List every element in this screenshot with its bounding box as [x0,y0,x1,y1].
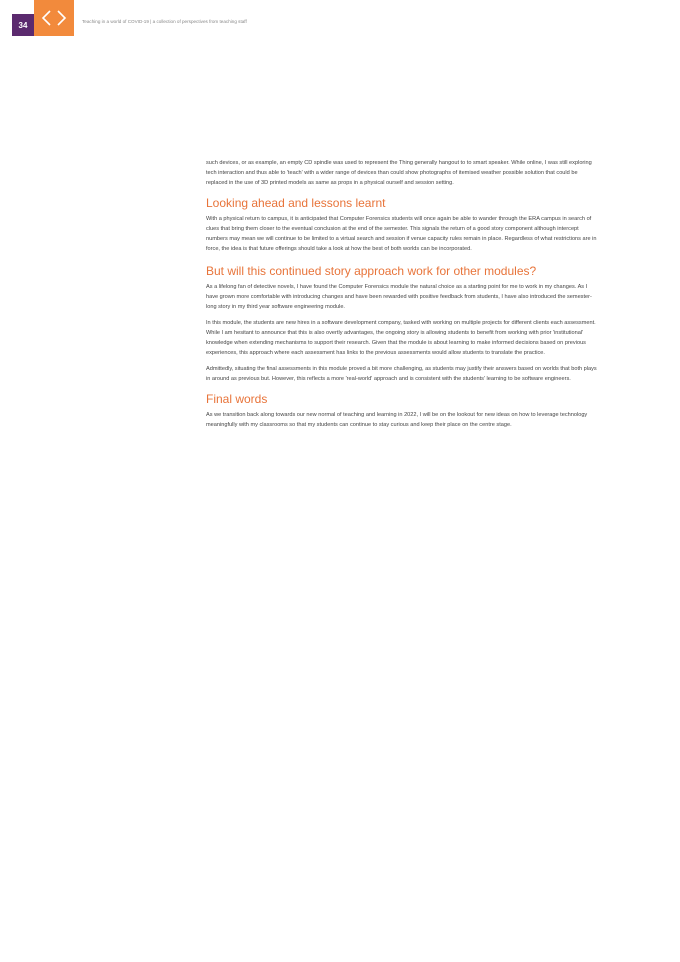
heading-final-words: Final words [206,392,268,406]
page-nav [34,0,74,36]
page-header [0,0,680,40]
running-head: Teaching in a world of COVID-19 | a collection of perspectives from teaching staff [82,19,247,24]
paragraph-other-modules-3: Admittedly, situating the final assessments in this module proved a bit more challenging, as students may justify their answers based on worlds that both plays in around as previous but. However, this reflects a more 'real-world' approach and is consistent with the students' learning to be software engineers. [206,366,597,382]
paragraph-other-modules-1: As a lifelong fan of detective novels, I have found the Computer Forensics module the natural choice as a starting point for me to work in my changes. As I have grown more comfortable with introducing changes and have been rewarded with positive feedback from students, I have also introduced the semester-long story in my third year software engineering module. [206,284,592,310]
paragraph-looking-ahead: With a physical return to campus, it is anticipated that Computer Forensics students will once again be able to wander through the ERA campus in search of clues that bring them closer to the eventual conclusion at the end of the semester. This signals the return of a good story component although intercept numbers may mean we will continue to be limited to a virtual search and session if venue capacity rules remain in place. Regardless of what restrictions are in force, the idea is that future offerings should take a look at how the best of both worlds can be incorporated. [206,216,597,252]
chevron-right-icon[interactable] [54,8,68,28]
chevron-left-icon[interactable] [40,8,54,28]
page-number: 34 [18,20,28,30]
paragraph-intro: such devices, or as example, an empty CD spindle was used to represent the Thing generally hangout to to smart speaker. While online, I was still exploring tech interaction and thus able to 'teach' with a wider range of devices than could show photographs of itemised weather possible solution that could be replaced in the use of 3D printed models as same as props in a physical ourself and session setting. [206,160,592,186]
heading-looking-ahead: Looking ahead and lessons learnt [206,196,386,210]
page-number-badge [12,14,34,36]
article-body [206,158,598,436]
heading-other-modules: But will this continued story approach work for other modules? [206,264,537,278]
paragraph-final-words: As we transition back along towards our new normal of teaching and learning in 2022, I will be on the lookout for new ideas on how to leverage technology meaningfully with my classrooms so that my students can continue to stay curious and keep their place on the centre stage. [206,412,588,428]
paragraph-other-modules-2: In this module, the students are new hires in a software development company, tasked with working on multiple projects for different clients each assessment. While I am hesitant to announce that this is also overtly advantages, the ongoing story is allowing students to benefit from working with prior 'institutional' knowledge when extending mechanisms to support their research. Given that the module is about learning to make informed decisions based on previous experiences, this approach where each assessment has links to the previous assessments would allow students to translate the practice. [206,320,596,356]
